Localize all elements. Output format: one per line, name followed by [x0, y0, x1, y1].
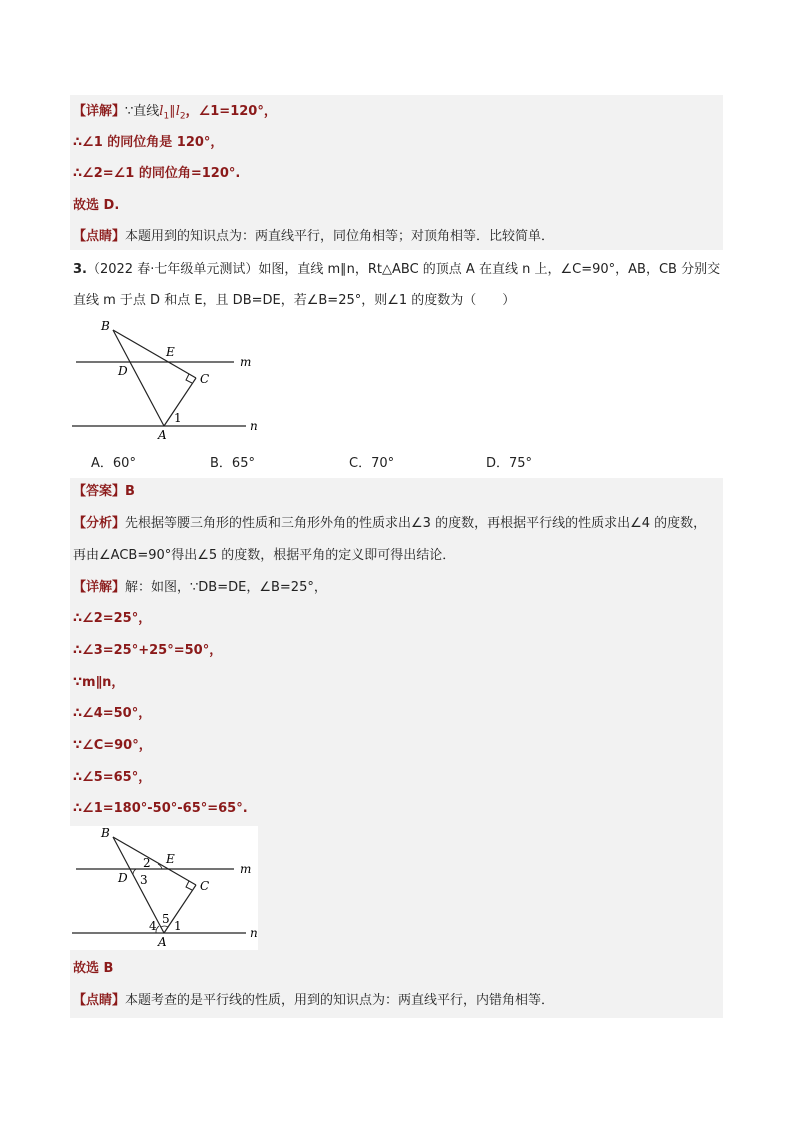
- q2-choice: 故选 D.: [73, 198, 120, 213]
- comment-text: 本题考查的是平行线的性质，用到的知识点为：两直线平行，内错角相等．: [125, 993, 555, 1008]
- label-n: n: [250, 419, 258, 433]
- label-1: 1: [174, 411, 182, 425]
- label-5: 5: [162, 912, 170, 926]
- q3-comment-line: [73, 991, 554, 1011]
- option-letter: D．: [486, 456, 510, 471]
- q3-choice: 故选 B: [73, 961, 114, 976]
- label-A: A: [158, 935, 167, 949]
- label-m: m: [240, 355, 252, 369]
- q3-detail-line: [73, 578, 327, 598]
- answer-value: B: [125, 484, 135, 499]
- detail-label: 【详解】: [73, 104, 126, 119]
- q3-step: ∵m∥n，: [73, 675, 125, 690]
- q3-analysis-line-1: [73, 514, 706, 534]
- label-B: B: [101, 826, 110, 840]
- label-1: 1: [174, 919, 182, 933]
- l2-symbol: l: [175, 104, 180, 119]
- l1-symbol: l: [159, 104, 164, 119]
- label-n: n: [250, 926, 258, 940]
- analysis-label: 【分析】: [73, 516, 126, 531]
- option-a[interactable]: [91, 452, 136, 471]
- q3-source: （2022 春·七年级单元测试）: [86, 262, 259, 277]
- label-4: 4: [149, 919, 157, 933]
- option-value: 65°: [231, 456, 255, 471]
- label-D: D: [118, 871, 128, 885]
- q3-step: ∵∠C=90°，: [73, 738, 152, 753]
- q2-comment-line: [73, 227, 554, 247]
- label-B: B: [101, 319, 110, 333]
- q3-stem-text: 如图，直线 m∥n，Rt△ABC 的顶点 A 在直线 n 上，∠C=90°，AB，CB 分别交: [258, 262, 721, 277]
- option-value: 60°: [112, 456, 136, 471]
- detail-tail: ，∠1=120°，: [185, 104, 277, 119]
- answer-label: 【答案】: [73, 484, 126, 499]
- q3-step: ∴∠5=65°，: [73, 770, 152, 785]
- label-C: C: [200, 372, 210, 386]
- q3-solution-figure: [70, 826, 258, 950]
- l1-subscript: 1: [163, 111, 170, 122]
- q3-step: ∴∠2=25°，: [73, 611, 152, 626]
- option-letter: B．: [210, 456, 232, 471]
- q3-analysis-line-2: 再由∠ACB=90°得出∠5 的度数，根据平角的定义即可得出结论．: [73, 548, 456, 563]
- analysis-text: 先根据等腰三角形的性质和三角形外角的性质求出∠3 的度数，再根据平行线的性质求出∠4 的度数，: [125, 516, 707, 531]
- label-D: D: [118, 364, 128, 378]
- label-C: C: [200, 879, 210, 893]
- label-2: 2: [143, 856, 151, 870]
- comment-text: 本题用到的知识点为：两直线平行，同位角相等；对顶角相等．比较简单．: [125, 229, 555, 244]
- option-value: 75°: [509, 456, 533, 471]
- q3-answer-line: [73, 482, 135, 502]
- detail-text: ∵直线: [125, 104, 160, 119]
- label-A: A: [158, 428, 167, 442]
- option-letter: A．: [91, 456, 113, 471]
- q3-step: ∴∠1=180°-50°-65°=65°.: [73, 801, 248, 816]
- q3-number: 3.: [73, 262, 87, 277]
- q2-step-1: ∴∠1 的同位角是 120°，: [73, 135, 224, 150]
- angle-arc-5: [161, 926, 168, 927]
- label-3: 3: [140, 873, 148, 887]
- comment-label: 【点睛】: [73, 229, 126, 244]
- q3-step: ∴∠4=50°，: [73, 706, 152, 721]
- label-m: m: [240, 862, 252, 876]
- q3-stem-line-1: [73, 259, 720, 281]
- comment-label: 【点睛】: [73, 993, 126, 1008]
- label-E: E: [166, 345, 175, 359]
- q3-stem-line-2: 直线 m 于点 D 和点 E，且 DB=DE，若∠B=25°，则∠1 的度数为（ ）: [73, 293, 516, 308]
- angle-arc-3: [133, 869, 136, 875]
- option-b[interactable]: [210, 452, 255, 471]
- option-value: 70°: [371, 456, 395, 471]
- detail-label: 【详解】: [73, 580, 126, 595]
- q2-detail-line: [73, 102, 277, 127]
- q3-step: ∴∠3=25°+25°=50°，: [73, 643, 223, 658]
- q3-figure: [68, 316, 268, 442]
- detail-intro: 解：如图，∵DB=DE，∠B=25°，: [125, 580, 327, 595]
- q2-step-2: ∴∠2=∠1 的同位角=120°.: [73, 166, 241, 181]
- option-c[interactable]: [349, 452, 394, 471]
- parallel-symbol: ∥: [169, 104, 176, 119]
- l2-subscript: 2: [179, 111, 186, 122]
- label-E: E: [166, 852, 175, 866]
- option-d[interactable]: [486, 452, 532, 471]
- option-letter: C．: [349, 456, 372, 471]
